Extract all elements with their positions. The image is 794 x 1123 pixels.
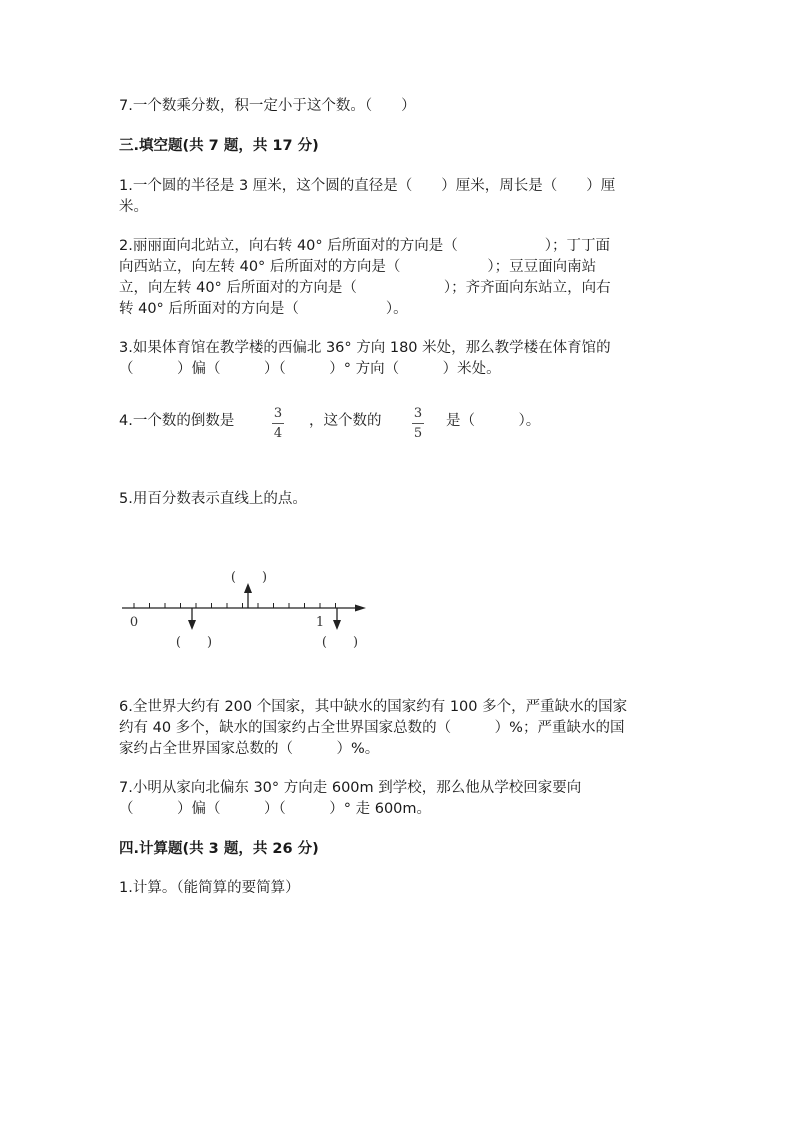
q1-line-1: 1.一个圆的半径是 3 厘米，这个圆的直径是（ ）厘米，周长是（ ）厘 [119,178,616,194]
q4-fraction-2 [410,406,426,441]
label-one: 1 [315,615,325,630]
q4-fraction-1-denominator: 4 [273,426,283,441]
q4-fraction-1 [270,406,286,441]
blank-left: ( ) [175,635,213,650]
question-7-judgement: 7.一个数乘分数，积一定小于这个数。（ ） [119,98,416,114]
section-4-heading: 四.计算题(共 3 题，共 26 分) [119,841,319,857]
q4-prefix: 4.一个数的倒数是 [119,413,235,429]
number-line-figure [118,560,374,660]
q5-prompt: 5.用百分数表示直线上的点。 [119,491,307,507]
q2-line-4: 转 40° 后所面对的方向是（ ）。 [119,301,408,317]
q4-middle: ，这个数的 [309,413,382,429]
q6-line-2: 约有 40 多个，缺水的国家约占全世界国家总数的（ ）%；严重缺水的国 [119,720,625,736]
q4-fraction-2-numerator: 3 [413,406,423,421]
q1-line-2: 米。 [119,199,148,215]
label-zero: 0 [129,615,139,630]
q7-fill-line-2: （ ）偏（ ）（ ）° 走 600m。 [119,801,432,817]
blank-top: ( ) [230,570,268,585]
q2-line-2: 向西站立，向左转 40° 后所面对的方向是（ ）；豆豆面向南站 [119,259,597,275]
q3-line-1: 3.如果体育馆在教学楼的西偏北 36° 方向 180 米处，那么教学楼在体育馆的 [119,340,611,356]
q6-line-1: 6.全世界大约有 200 个国家，其中缺水的国家约有 100 多个，严重缺水的国家 [119,699,628,715]
number-line-ticks [134,603,336,608]
q4-fraction-1-numerator: 3 [273,406,283,421]
blank-right: ( ) [321,635,359,650]
q3-line-2: （ ）偏（ ）（ ）° 方向（ ）米处。 [119,361,501,377]
calc-question-1: 1.计算。（能简算的要简算） [119,880,300,896]
axis-arrowhead [355,605,366,612]
q6-line-3: 家约占全世界国家总数的（ ）%。 [119,741,380,757]
q4-fraction-2-denominator: 5 [413,426,423,441]
q4-suffix: 是（ ）。 [446,413,541,429]
q2-line-1: 2.丽丽面向北站立，向右转 40° 后所面对的方向是（ ）；丁丁面 [119,238,611,254]
down-arrow-right-head [333,620,341,630]
down-arrow-left-head [188,620,196,630]
fraction-bar [272,423,284,424]
section-3-heading: 三.填空题(共 7 题，共 17 分) [119,138,319,154]
fraction-bar [412,423,424,424]
q2-line-3: 立，向左转 40° 后所面对的方向是（ ）；齐齐面向东站立，向右 [119,280,611,296]
q7-fill-line-1: 7.小明从家向北偏东 30° 方向走 600m 到学校，那么他从学校回家要向 [119,780,582,796]
